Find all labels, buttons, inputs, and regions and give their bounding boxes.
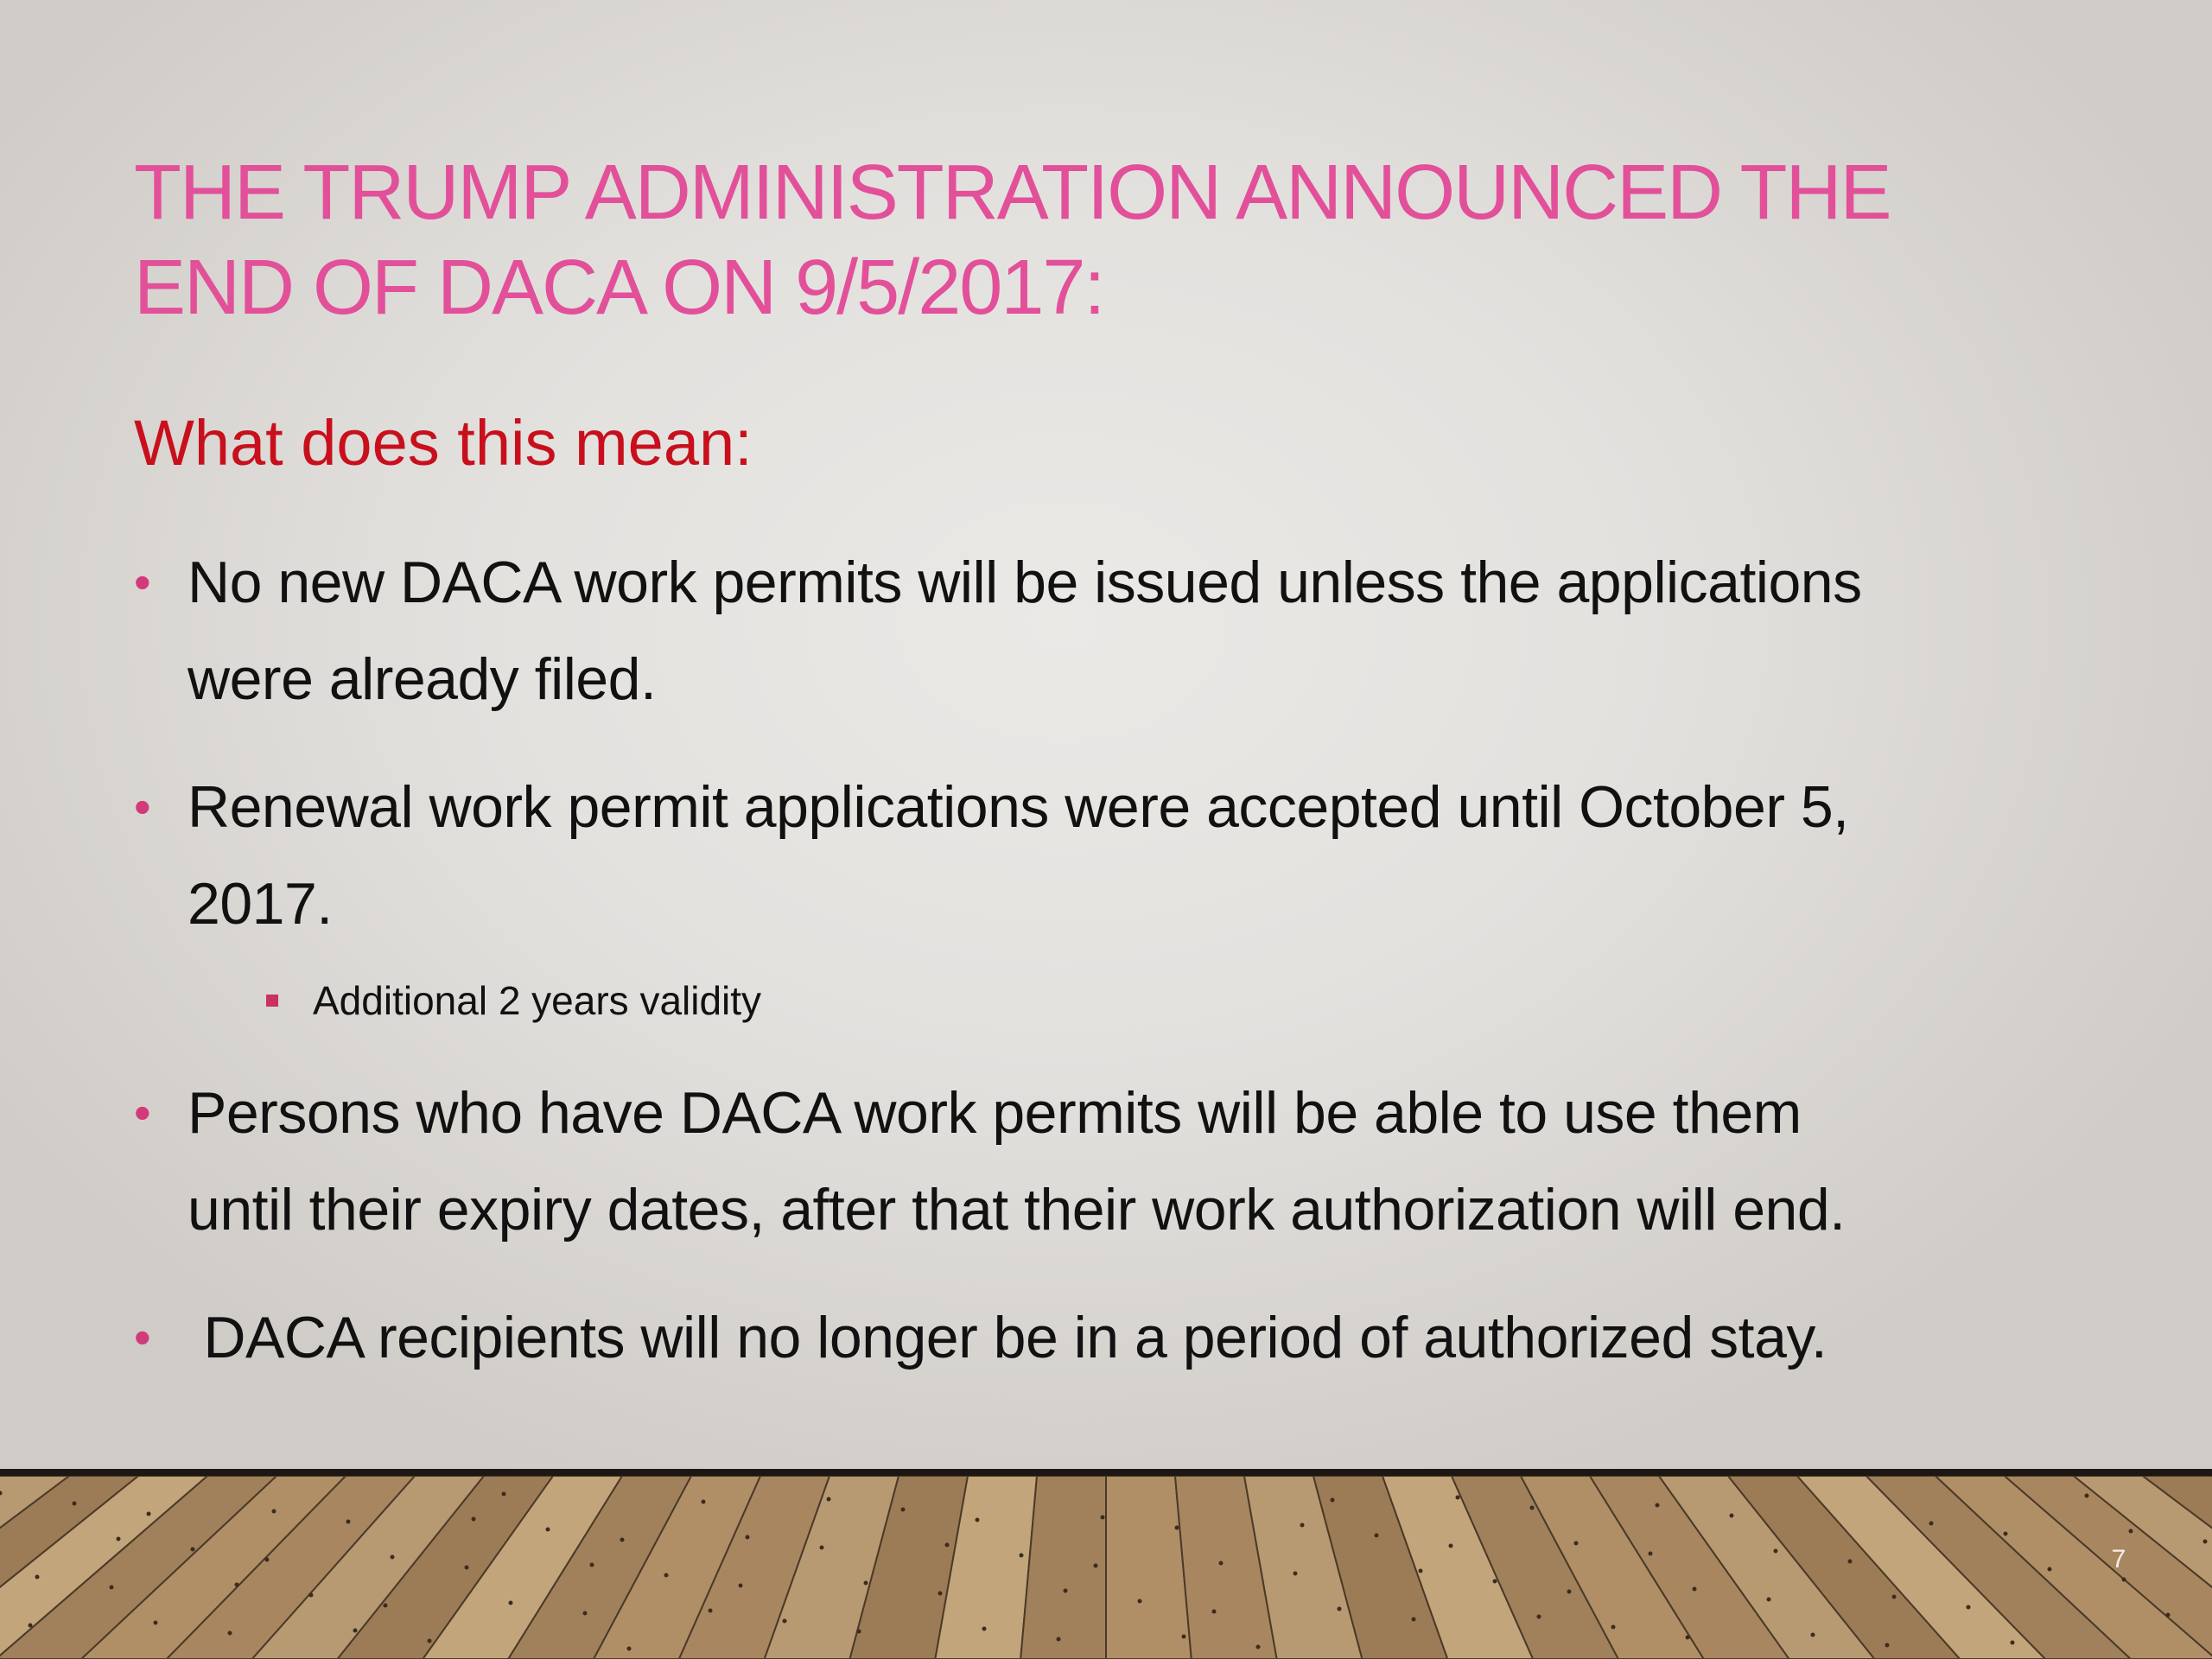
floor-nail: [1929, 1522, 1934, 1526]
bullet-line: Persons who have DACA work permits will be able to use them: [188, 1080, 1802, 1146]
bullet-text: [188, 534, 2123, 728]
floor-nail: [1338, 1607, 1342, 1611]
bullet-line: No new DACA work permits will be issued unless the applications: [188, 550, 1862, 615]
floor-nail: [583, 1611, 588, 1616]
floor-nail: [1730, 1514, 1734, 1518]
slide-subtitle: What does this mean:: [134, 407, 753, 479]
floor-nail: [1294, 1572, 1298, 1576]
floor-nail: [1412, 1618, 1416, 1622]
floor-nail: [2004, 1532, 2008, 1536]
floor-nail: [1567, 1590, 1572, 1594]
floor-nail: [2166, 1613, 2171, 1618]
title-line: THE TRUMP ADMINISTRATION ANNOUNCED THE: [134, 149, 1891, 236]
floor-nail: [272, 1510, 276, 1514]
floor-nail: [465, 1566, 469, 1570]
floor-nail: [1219, 1561, 1224, 1566]
sub-bullet-text: Additional 2 years validity: [313, 978, 762, 1023]
bullet-line: 2017.: [188, 871, 333, 937]
floor-nail: [864, 1581, 868, 1586]
floor-nail: [235, 1583, 239, 1587]
floor-nail: [1064, 1589, 1068, 1593]
floor-nail: [1892, 1595, 1897, 1599]
floor-nail: [739, 1584, 743, 1588]
bullet-line: DACA recipients will no longer be in a period of authorized stay.: [188, 1305, 1827, 1370]
floor-nail: [1811, 1633, 1815, 1637]
floor-nail: [620, 1538, 625, 1542]
floor-nail: [73, 1502, 77, 1506]
floor-nail: [820, 1546, 824, 1550]
floor-nail: [1611, 1625, 1616, 1630]
floor-nail: [147, 1512, 151, 1516]
floor-nail: [1767, 1598, 1771, 1602]
floor-nail: [228, 1631, 232, 1636]
page-number: 7: [2111, 1545, 2126, 1573]
floor-nail: [1375, 1534, 1379, 1538]
floor-nail: [1537, 1615, 1541, 1619]
floor-nail: [1331, 1498, 1335, 1503]
floor-nail: [546, 1528, 550, 1532]
floor-nail: [783, 1619, 787, 1624]
floor-nail: [2085, 1494, 2089, 1498]
floor-nail: [154, 1621, 158, 1625]
floor-nail: [1649, 1552, 1653, 1556]
bullet-dot-icon: •: [134, 555, 151, 609]
bullet-text: [188, 1065, 2123, 1258]
floor-nail: [1456, 1496, 1460, 1500]
floor-nail: [1493, 1580, 1497, 1584]
bullet-dot-icon: •: [134, 1310, 151, 1364]
floor-nail: [1020, 1554, 1024, 1558]
floor-nail: [110, 1586, 114, 1590]
floor-nail: [35, 1575, 40, 1580]
floor-nail: [472, 1517, 476, 1522]
floor-nail: [664, 1573, 669, 1578]
floor-nail: [353, 1629, 358, 1633]
floor-nail: [502, 1492, 506, 1497]
floor-nail: [265, 1558, 270, 1562]
floor-nail: [1967, 1605, 1971, 1610]
floor-nail: [384, 1604, 388, 1608]
floor-nail: [2122, 1578, 2126, 1582]
bullet-line: were already filed.: [188, 646, 657, 712]
floor-nail: [309, 1593, 314, 1598]
wood-floor: [0, 1476, 2212, 1659]
floor-nail: [1885, 1643, 1890, 1648]
floor-nail: [1212, 1610, 1217, 1614]
floor-nail: [1656, 1503, 1660, 1508]
floor-nail: [428, 1639, 432, 1643]
floor-nail: [1175, 1526, 1179, 1530]
floor-nail: [391, 1555, 395, 1560]
floor-nail: [2129, 1529, 2133, 1534]
floor-nail: [857, 1630, 861, 1634]
floor-nail: [1848, 1560, 1853, 1564]
bullet-line: Renewal work permit applications were accepted until October 5,: [188, 774, 1849, 840]
floor-nail: [117, 1537, 121, 1541]
floor-nail: [1693, 1587, 1697, 1592]
floor-nail: [1574, 1541, 1579, 1546]
floor-nail: [938, 1592, 943, 1596]
floor-nail: [346, 1520, 351, 1524]
floor-nail: [1256, 1645, 1261, 1649]
bullet-text: [188, 759, 2123, 952]
floor-nail: [2011, 1641, 2015, 1645]
bullet-dot-icon: •: [134, 779, 151, 834]
bullet-line: until their expiry dates, after that their work authorization will end.: [188, 1177, 1846, 1243]
square-bullet-icon: [266, 995, 278, 1007]
floor-nail: [509, 1601, 513, 1605]
floor-nail: [1686, 1636, 1690, 1640]
floor-nail: [1449, 1544, 1453, 1548]
floor-nail: [901, 1508, 906, 1512]
floor-nail: [2203, 1540, 2208, 1544]
floor-nail: [702, 1500, 706, 1504]
floor-nail: [1530, 1506, 1535, 1510]
floor-nail: [29, 1624, 33, 1628]
floor-nail: [976, 1518, 980, 1522]
floor-nail: [1182, 1635, 1186, 1639]
floor-nail: [1094, 1564, 1098, 1568]
floor-nail: [1300, 1523, 1305, 1528]
title-line: END OF DACA ON 9/5/2017:: [134, 245, 1104, 331]
floor-nail: [1138, 1599, 1142, 1604]
floor-nail: [827, 1497, 831, 1502]
floor-nail: [191, 1548, 195, 1552]
bullet-text: [188, 1289, 2123, 1386]
slide-title: [134, 145, 2121, 335]
floor-nail: [709, 1609, 713, 1613]
floor-nail: [590, 1563, 594, 1567]
floor-nail: [945, 1543, 950, 1548]
floor-nail: [1774, 1549, 1778, 1554]
bullet-dot-icon: •: [134, 1085, 151, 1140]
floor-nail: [982, 1627, 987, 1631]
floor-nail: [746, 1535, 750, 1540]
floor-nail: [1419, 1569, 1423, 1573]
floor-nail: [1101, 1516, 1105, 1520]
floor-nail: [2048, 1567, 2052, 1572]
floor-nail: [627, 1647, 632, 1651]
floor-nail: [1057, 1637, 1061, 1642]
